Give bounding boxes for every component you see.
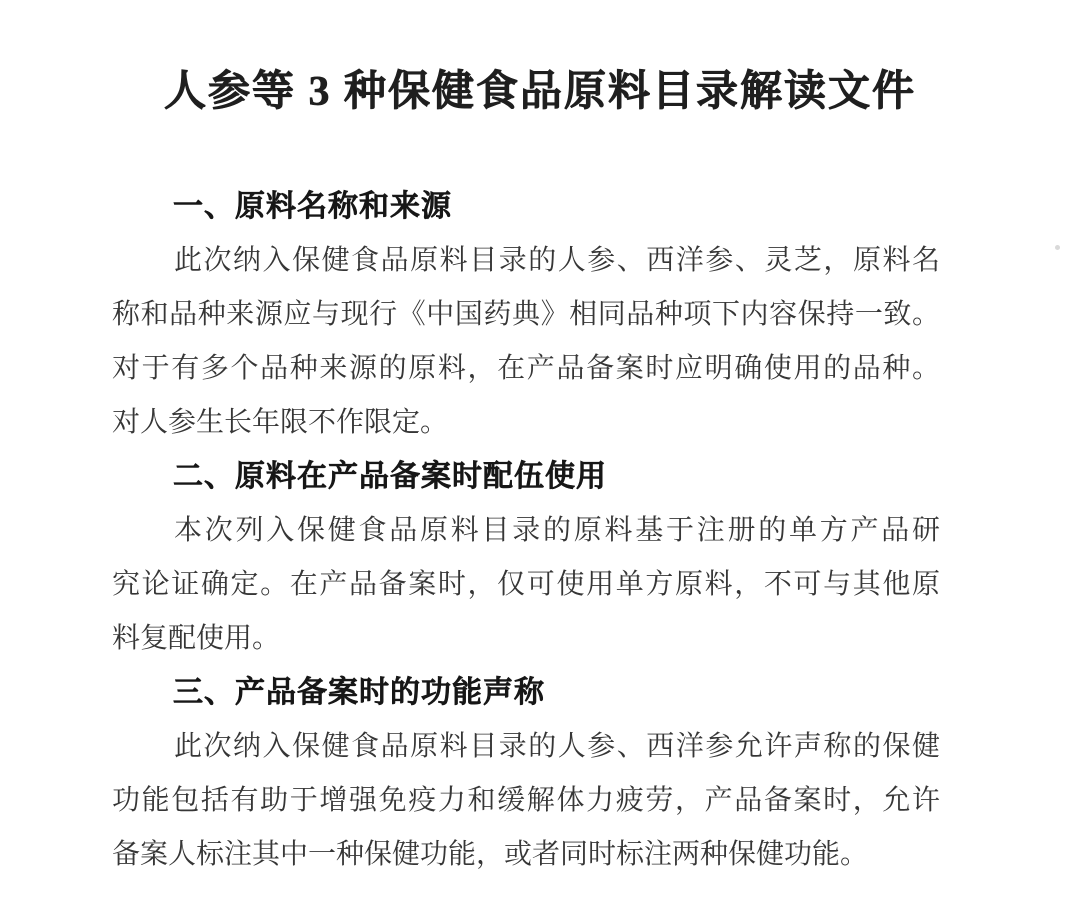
section-origin-name-source [112,180,940,450]
document-title: 人参等 3 种保健食品原料目录解读文件 [163,69,916,115]
paragraph-line: 究论证确定。在产品备案时，仅可使用单方原料，不可与其他原 [112,569,940,600]
scan-artifact-speck [1055,245,1060,250]
section-3-paragraph [112,720,940,882]
section-compound-use [112,450,940,666]
paragraph-line: 此次纳入保健食品原料目录的人参、西洋参允许声称的保健 [174,731,940,762]
section-function-claims [112,666,940,882]
paragraph-line: 此次纳入保健食品原料目录的人参、西洋参、灵芝，原料名 [174,245,940,276]
section-1-paragraph [112,234,940,450]
paragraph-line: 对人参生长年限不作限定。 [112,407,449,438]
section-2-heading: 二、原料在产品备案时配伍使用 [173,460,607,493]
paragraph-line: 称和品种来源应与现行《中国药典》相同品种项下内容保持一致。 [112,299,940,330]
section-3-heading: 三、产品备案时的功能声称 [173,676,545,709]
document-body [112,180,940,882]
paragraph-line: 料复配使用。 [112,623,281,654]
paragraph-line: 功能包括有助于增强免疫力和缓解体力疲劳，产品备案时，允许 [112,785,940,816]
section-1-heading: 一、原料名称和来源 [173,190,452,223]
section-2-paragraph [112,504,940,666]
paragraph-line: 对于有多个品种来源的原料，在产品备案时应明确使用的品种。 [112,353,940,384]
paragraph-line: 备案人标注其中一种保健功能，或者同时标注两种保健功能。 [112,839,869,870]
paragraph-line: 本次列入保健食品原料目录的原料基于注册的单方产品研 [174,515,940,546]
